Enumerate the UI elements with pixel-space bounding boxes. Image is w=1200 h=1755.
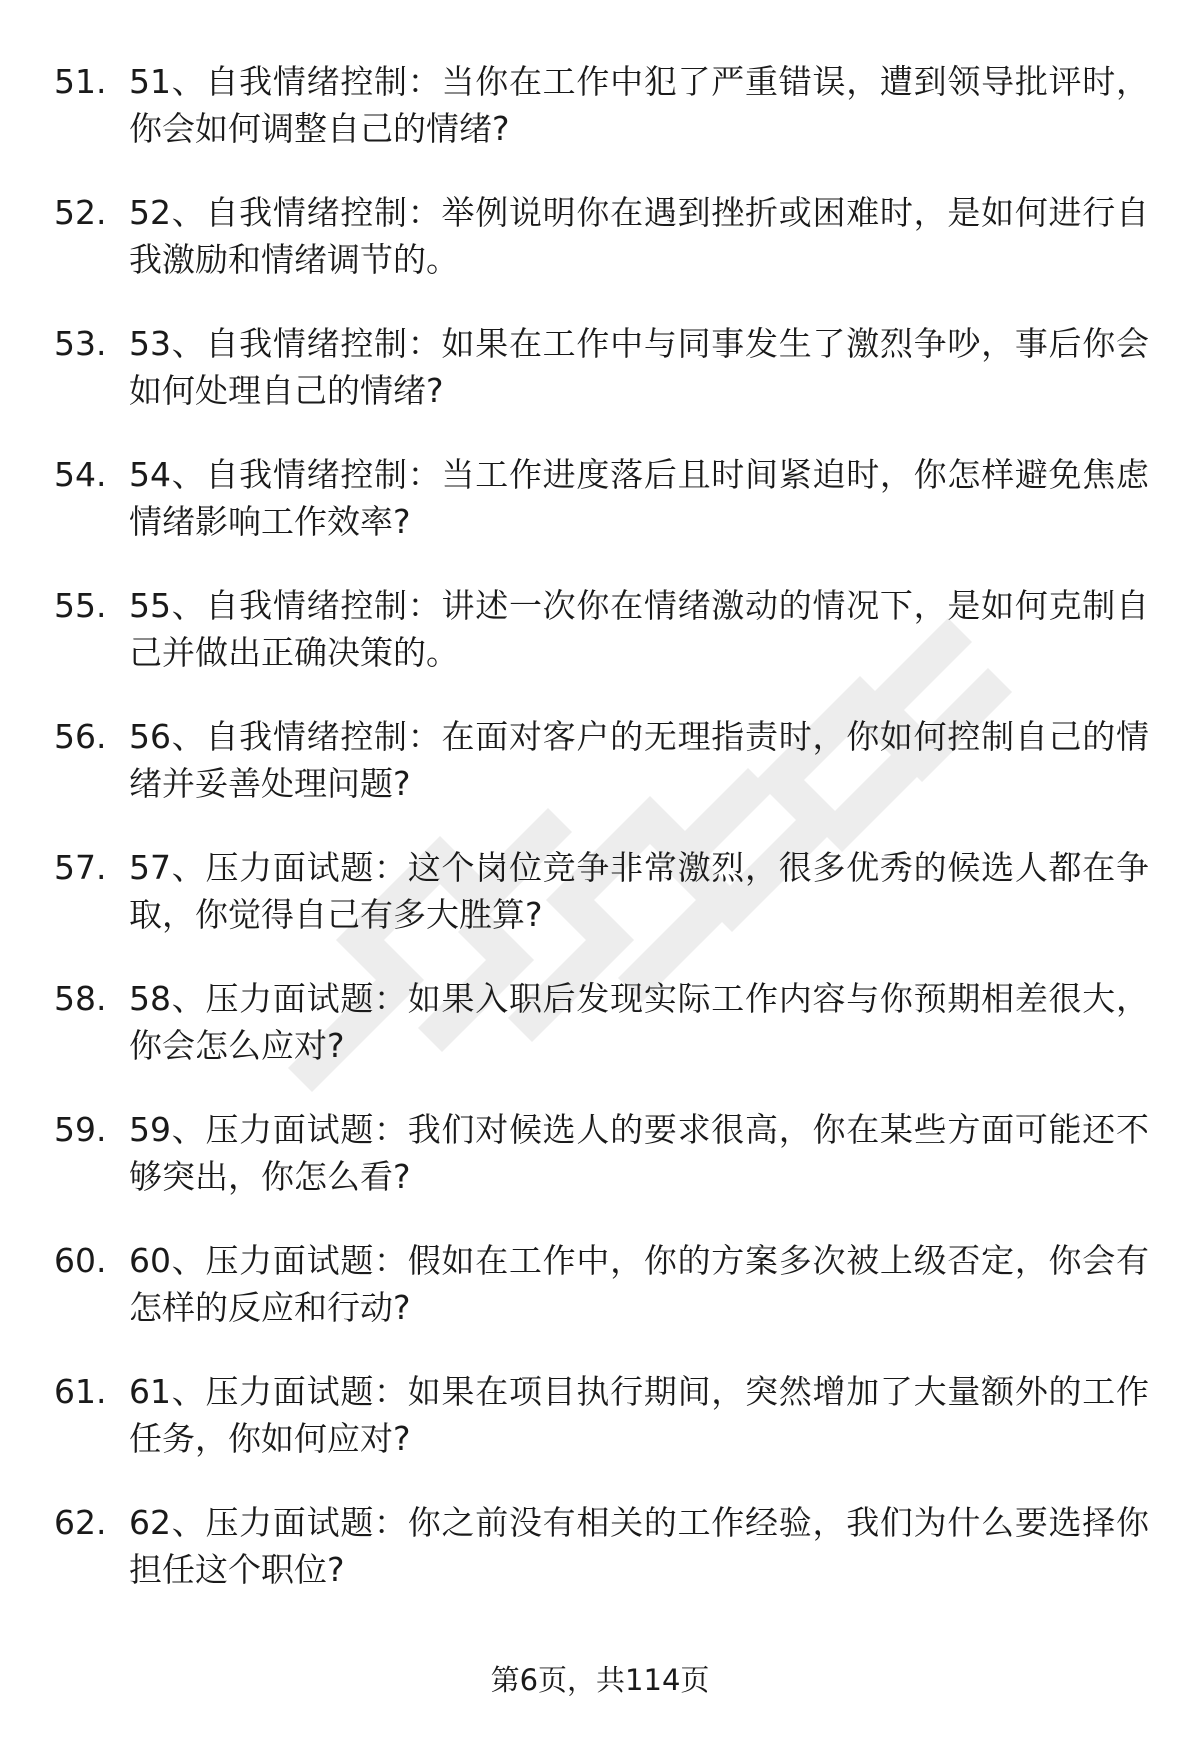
list-item xyxy=(54,1237,1149,1368)
page-footer: 第6页，共114页 xyxy=(490,1663,710,1697)
list-item xyxy=(54,975,1149,1106)
list-item xyxy=(54,451,1149,582)
item-text: 55、自我情绪控制：讲述一次你在情绪激动的情况下，是如何克制自己并做出正确决策的。 xyxy=(129,586,1149,672)
item-number: 62. xyxy=(54,1503,107,1542)
item-number: 59. xyxy=(54,1110,107,1149)
item-text: 59、压力面试题：我们对候选人的要求很高，你在某些方面可能还不够突出，你怎么看? xyxy=(129,1110,1149,1196)
item-number: 55. xyxy=(54,586,107,625)
list-item xyxy=(54,713,1149,844)
item-text: 62、压力面试题：你之前没有相关的工作经验，我们为什么要选择你担任这个职位? xyxy=(129,1503,1149,1589)
list-item xyxy=(54,844,1149,975)
item-text: 53、自我情绪控制：如果在工作中与同事发生了激烈争吵，事后你会如何处理自己的情绪? xyxy=(129,324,1149,410)
item-text: 54、自我情绪控制：当工作进度落后且时间紧迫时，你怎样避免焦虑情绪影响工作效率? xyxy=(129,455,1149,541)
list-item xyxy=(54,1106,1149,1237)
item-text: 57、压力面试题：这个岗位竞争非常激烈，很多优秀的候选人都在争取，你觉得自己有多大胜算? xyxy=(129,848,1149,934)
item-number: 56. xyxy=(54,717,107,756)
list-item xyxy=(54,320,1149,451)
item-number: 60. xyxy=(54,1241,107,1280)
list-item xyxy=(54,58,1149,189)
item-text: 60、压力面试题：假如在工作中，你的方案多次被上级否定，你会有怎样的反应和行动? xyxy=(129,1241,1149,1327)
item-number: 58. xyxy=(54,979,107,1018)
question-list xyxy=(54,58,1149,1630)
item-text: 51、自我情绪控制：当你在工作中犯了严重错误，遭到领导批评时，你会如何调整自己的情绪? xyxy=(129,62,1149,148)
list-item xyxy=(54,1499,1149,1630)
item-number: 52. xyxy=(54,193,107,232)
list-item xyxy=(54,189,1149,320)
list-item xyxy=(54,582,1149,713)
item-number: 57. xyxy=(54,848,107,887)
item-text: 52、自我情绪控制：举例说明你在遇到挫折或困难时，是如何进行自我激励和情绪调节的。 xyxy=(129,193,1149,279)
item-number: 51. xyxy=(54,62,107,101)
item-text: 61、压力面试题：如果在项目执行期间，突然增加了大量额外的工作任务，你如何应对? xyxy=(129,1372,1149,1458)
item-text: 56、自我情绪控制：在面对客户的无理指责时，你如何控制自己的情绪并妥善处理问题? xyxy=(129,717,1149,803)
item-number: 53. xyxy=(54,324,107,363)
list-item xyxy=(54,1368,1149,1499)
item-number: 54. xyxy=(54,455,107,494)
item-text: 58、压力面试题：如果入职后发现实际工作内容与你预期相差很大，你会怎么应对? xyxy=(129,979,1149,1065)
item-number: 61. xyxy=(54,1372,107,1411)
